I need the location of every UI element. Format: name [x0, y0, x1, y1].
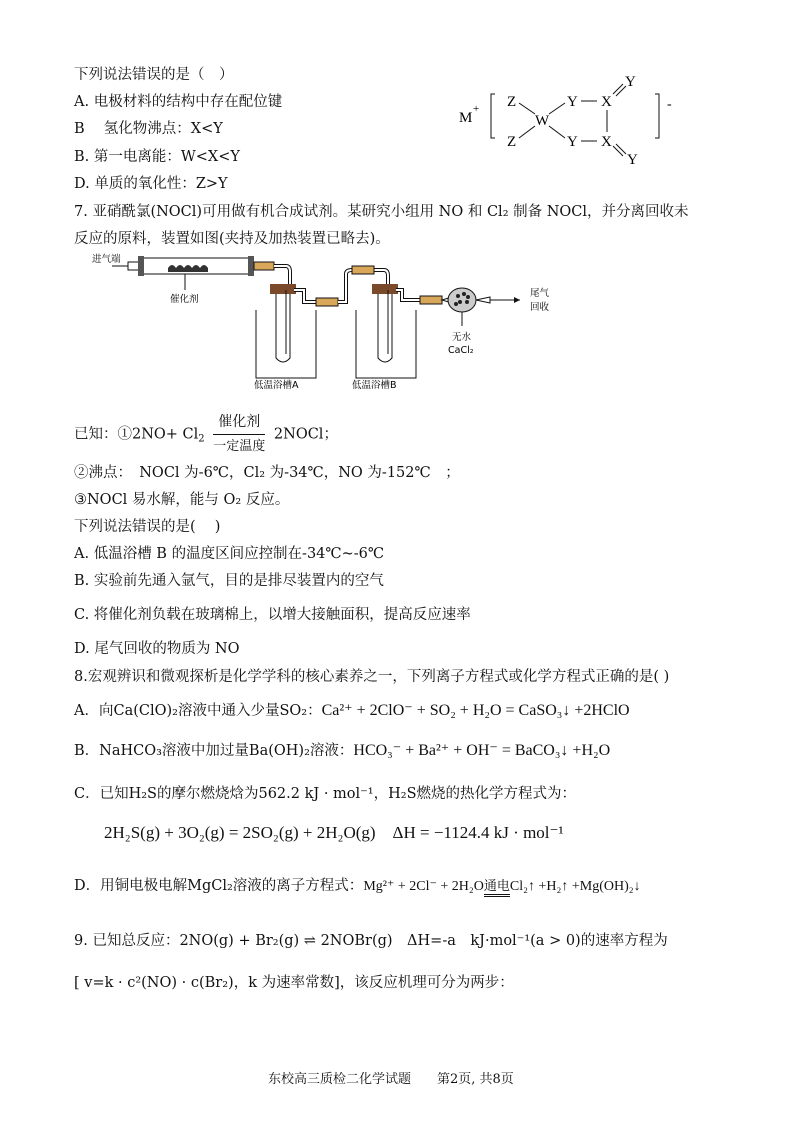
catalyst-label: 催化剂 — [170, 294, 199, 305]
q7-known-3: ③NOCl 易水解，能与 O₂ 反应。 — [74, 492, 290, 508]
atom-w: W — [535, 113, 550, 129]
q8-d-left: Mg²⁺ + 2Cl⁻ + 2H₂O — [363, 879, 484, 894]
q7-option-d: D. 尾气回收的物质为 NO — [74, 641, 240, 657]
cation-charge: + — [473, 103, 480, 115]
q9-line2: [ v=k · c²(NO) · c(Br₂)，k 为速率常数]，该反应机理可分为两步： — [74, 975, 514, 991]
q7-intro-line2: 反应的原料，装置如图(夹持及加热装置已略去)。 — [74, 231, 390, 247]
atom-y-double-bottom: Y — [627, 152, 638, 164]
anion-charge: - — [667, 97, 672, 112]
q7-option-b: B. 实验前先通入氩气，目的是排尽装置内的空气 — [74, 573, 384, 589]
q8-b-equation: HCO₃⁻ + Ba²⁺ + OH⁻ = BaCO₃↓ +H₂O — [353, 742, 611, 759]
q6-option-b: B 氢化物沸点：X<Y — [74, 121, 223, 137]
atom-y-top: Y — [567, 94, 578, 110]
reaction-left-sub: 2 — [198, 433, 205, 445]
q7-stem: 下列说法错误的是( ) — [74, 519, 221, 535]
q7-known-reaction — [74, 410, 338, 459]
drying-label-1: 无水 — [452, 332, 472, 343]
q8-d-condition: 通电 — [484, 880, 510, 897]
q7-intro-line1: 7. 亚硝酰氯(NOCl)可用做有机合成试剂。某研究小组用 NO 和 Cl₂ 制备 NOCl，并分离回收未 — [74, 204, 689, 220]
known-prefix: 已知：① — [74, 426, 132, 443]
q8-b-text: B．NaHCO₃溶液中加过量Ba(OH)₂溶液： — [74, 743, 354, 759]
bath-a-label: 低温浴槽A — [254, 380, 299, 390]
condition-temperature: 一定温度 — [213, 439, 266, 454]
reaction-right: 2NOCl； — [273, 426, 338, 443]
drying-label-2: CaCl₂ — [448, 345, 474, 356]
inlet-label: 进气端 — [92, 254, 121, 265]
q9-line1: 9. 已知总反应：2NO(g) + Br₂(g) ⇌ 2NOBr(g) ΔH=-a kJ·mol⁻¹(a > 0)的速率方程为 — [74, 933, 668, 949]
atom-x-top: X — [601, 94, 612, 110]
cation-symbol: M — [459, 110, 473, 126]
tail-label-2: 回收 — [530, 302, 550, 313]
atom-y-bottom: Y — [567, 134, 578, 150]
bath-b-label: 低温浴槽B — [352, 380, 397, 390]
q8-option-d — [74, 876, 641, 897]
q8-a-text: A．向Ca(ClO)₂溶液中通入少量SO₂： — [74, 703, 322, 719]
atom-y-double-top: Y — [625, 74, 636, 90]
q8-option-a — [74, 702, 630, 720]
q8-d-right: Cl₂↑ +H₂↑ +Mg(OH)₂↓ — [509, 879, 641, 894]
q8-a-equation: Ca²⁺ + 2ClO⁻ + SO₂ + H₂O = CaSO₃↓ +2HClO — [321, 702, 630, 719]
q8-option-c: C．已知H₂S的摩尔燃烧焓为562.2 kJ · mol⁻¹，H₂S燃烧的热化学方程式为： — [74, 786, 577, 802]
q6-stem: 下列说法错误的是（ ） — [74, 67, 234, 83]
q8-stem: 8.宏观辨识和微观探析是化学学科的核心素养之一，下列离子方程式或化学方程式正确的是( ) — [74, 669, 670, 685]
page-footer: 东校高三质检二化学试题 第2页, 共8页 — [268, 1072, 514, 1087]
q6-option-d: D. 单质的氧化性：Z>Y — [74, 176, 228, 192]
q7-apparatus-diagram — [90, 250, 570, 390]
atom-z-bottom: Z — [507, 134, 517, 150]
q7-known-2: ②沸点： NOCl 为-6℃，Cl₂ 为-34℃，NO 为-152℃ ； — [74, 465, 460, 481]
reaction-left: 2NO+ Cl — [132, 426, 199, 443]
condition-catalyst: 催化剂 — [213, 410, 265, 435]
q8-c-equation: 2H₂S(g) + 3O₂(g) = 2SO₂(g) + 2H₂O(g) ΔH = −1124.4 kJ · mol⁻¹ — [104, 823, 564, 842]
q7-option-c: C. 将催化剂负载在玻璃棉上，以增大接触面积，提高反应速率 — [74, 607, 471, 623]
q6-option-c: B. 第一电离能：W<X<Y — [74, 149, 240, 165]
q6-option-a: A. 电极材料的结构中存在配位键 — [74, 94, 283, 110]
q8-d-text: D．用铜电极电解MgCl₂溶液的离子方程式： — [74, 878, 364, 894]
atom-x-bottom: X — [601, 134, 612, 150]
q7-option-a: A. 低温浴槽 B 的温度区间应控制在-34℃~-6℃ — [74, 546, 385, 562]
reaction-conditions — [213, 410, 265, 459]
q6-structure-diagram — [455, 68, 695, 164]
atom-z-top: Z — [507, 94, 517, 110]
q8-option-b — [74, 742, 610, 760]
tail-label-1: 尾气 — [530, 288, 550, 299]
